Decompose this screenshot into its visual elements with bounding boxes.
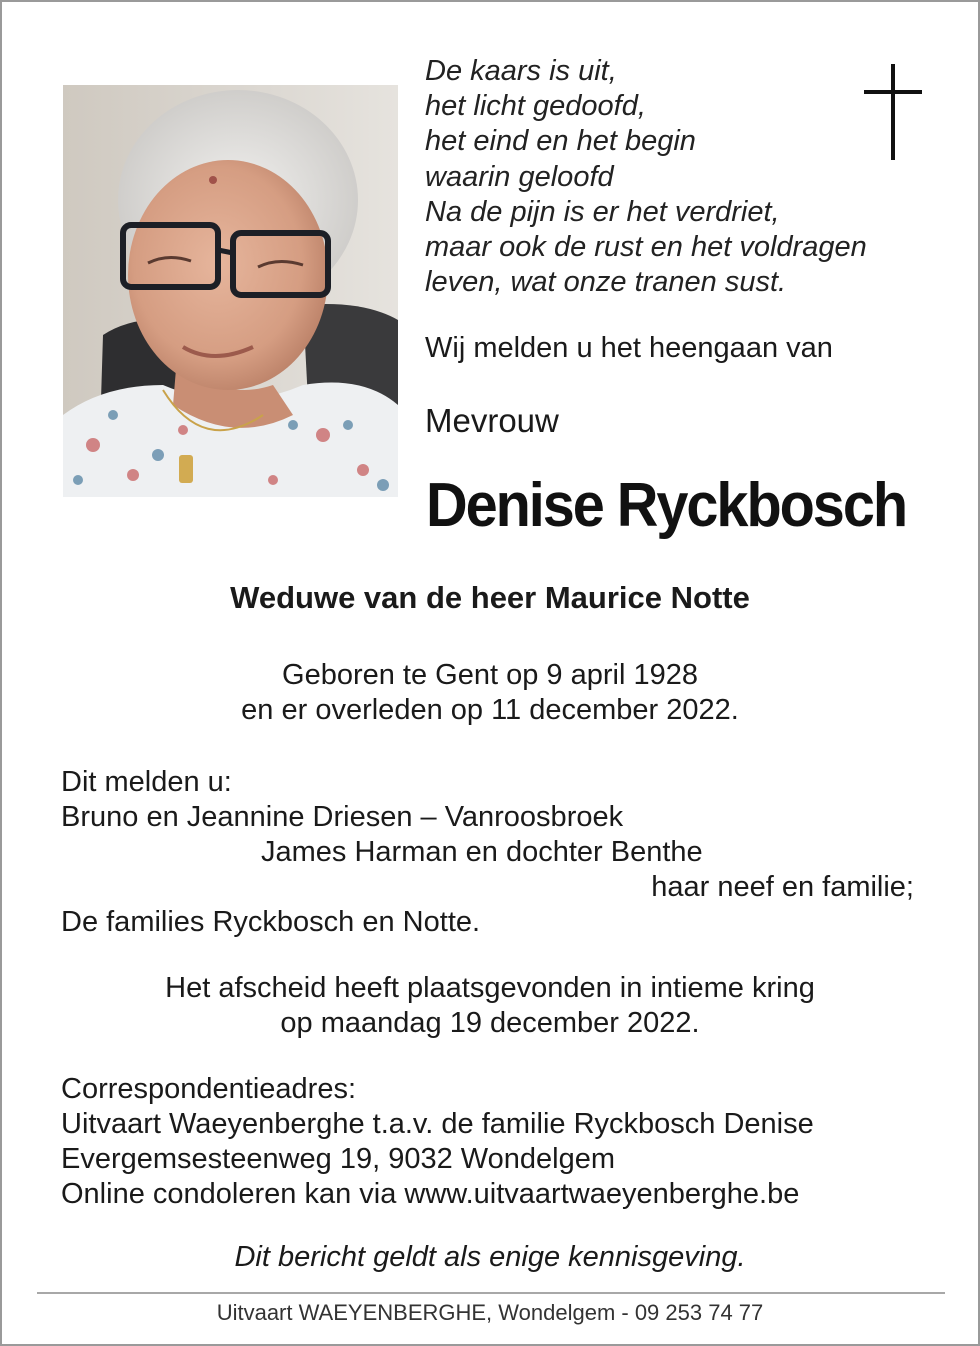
correspondence-line: Uitvaart Waeyenberghe t.a.v. de familie Ryckbosch Denise [61,1108,814,1140]
deceased-name: Denise Ryckbosch [426,471,907,540]
footer: Uitvaart WAEYENBERGHE, Wondelgem - 09 253 74 77 [216,1300,764,1325]
correspondence-heading: Correspondentieadres: [61,1073,357,1105]
closing-note: Dit bericht geldt als enige kennisgeving. [234,1241,746,1273]
correspondence-line: Online condoleren kan via www.uitvaartwaeyenberghe.be [61,1178,800,1210]
farewell-line: Het afscheid heeft plaatsgevonden in intieme kring [165,972,815,1004]
family-line: De families Ryckbosch en Notte. [61,906,481,938]
poem [425,54,895,300]
cross-icon [864,64,922,160]
poem-line: waarin geloofd [425,160,614,193]
farewell-line: op maandag 19 december 2022. [280,1007,700,1039]
family-line: James Harman en dochter Benthe [261,836,703,868]
portrait-photo [63,85,398,497]
poem-line: Na de pijn is er het verdriet, [425,195,780,228]
birth-line: Geboren te Gent op 9 april 1928 [282,659,698,691]
poem-line: maar ook de rust en het voldragen [425,231,867,264]
correspondence-line: Evergemsesteenweg 19, 9032 Wondelgem [61,1143,616,1175]
poem-line: het eind en het begin [425,125,696,158]
family-heading: Dit melden u: [61,766,232,798]
widow-of: Weduwe van de heer Maurice Notte [230,580,750,615]
death-line: en er overleden op 11 december 2022. [241,694,739,726]
salutation: Mevrouw [425,402,559,439]
poem-line: De kaars is uit, [425,55,617,87]
poem-line: leven, wat onze tranen sust. [425,266,787,299]
family-line: Bruno en Jeannine Driesen – Vanroosbroek [61,801,624,833]
intro-text: Wij melden u het heengaan van [425,332,833,364]
family-line: haar neef en familie; [651,871,914,903]
divider [37,1292,945,1294]
poem-line: het licht gedoofd, [425,90,646,123]
